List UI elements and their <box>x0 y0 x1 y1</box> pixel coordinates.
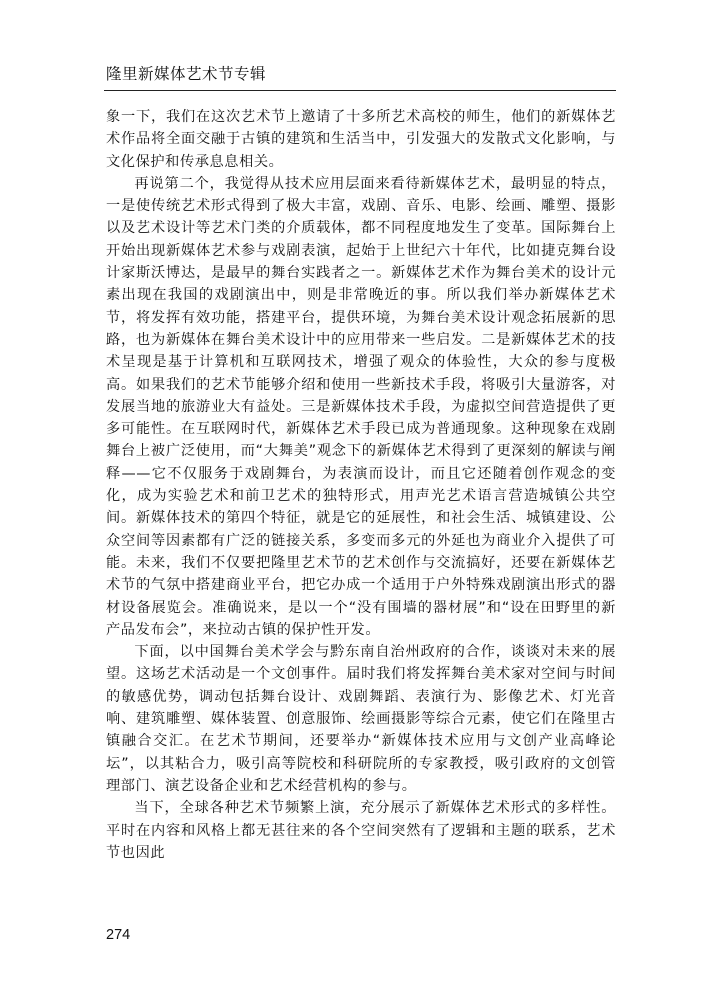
paragraph-continued: 象一下，我们在这次艺术节上邀请了十多所艺术高校的师生，他们的新媒体艺术作品将全面交融于古镇的建筑和生活当中，引发强大的发散式文化影响，与文化保护和传承息息相关。 <box>106 109 616 170</box>
body-text <box>106 106 616 864</box>
running-header-title: 隆里新媒体艺术节专辑 <box>106 65 267 83</box>
paragraph-future-outlook: 下面，以中国舞台美术学会与黔东南自治州政府的合作，谈谈对未来的展望。这场艺术活动是一个文创事件。届时我们将发挥舞台美术家对空间与时间的敏感优势，调动包括舞台设计、戏剧舞蹈、表演行为、影像艺术、灯光音响、建筑雕塑、媒体装置、创意服饰、绘画摄影等综合元素，使它们在隆里古镇融合交汇。在艺术节期间，还要举办“新媒体技术应用与文创产业高峰论坛”，以其粘合力，吸引高等院校和科研院所的专家教授，吸引政府的文创管理部门、演艺设备企业和艺术经营机构的参与。 <box>106 644 616 794</box>
page-number: 274 <box>106 927 131 943</box>
paragraph-current-festivals: 当下，全球各种艺术节频繁上演，充分展示了新媒体艺术形式的多样性。平时在内容和风格上都无甚往来的各个空间突然有了逻辑和主题的联系，艺术节也因此 <box>106 800 616 861</box>
paragraph-second-point: 再说第二个，我觉得从技术应用层面来看待新媒体艺术，最明显的特点，一是使传统艺术形式得到了极大丰富，戏剧、音乐、电影、绘画、雕塑、摄影以及艺术设计等艺术门类的介质载体，都不同程度地发生了变革。国际舞台上开始出现新媒体艺术参与戏剧表演，起始于上世纪六十年代，比如捷克舞台设计家斯沃博达，是最早的舞台实践者之一。新媒体艺术作为舞台美术的设计元素出现在我国的戏剧演出中，则是非常晚近的事。所以我们举办新媒体艺术节，将发挥有效功能，搭建平台，提供环境，为舞台美术设计观念拓展新的思路，也为新媒体在舞台美术设计中的应用带来一些启发。二是新媒体艺术的技术呈现是基于计算机和互联网技术，增强了观众的体验性，大众的参与度极高。如果我们的艺术节能够介绍和使用一些新技术手段，将吸引大量游客，对发展当地的旅游业大有益处。三是新媒体技术手段，为虚拟空间营造提供了更多可能性。在互联网时代，新媒体艺术手段已成为普通现象。这种现象在戏剧舞台上被广泛使用，而“大舞美”观念下的新媒体艺术得到了更深刻的解读与阐释——它不仅服务于戏剧舞台，为表演而设计，而且它还随着创作观念的变化，成为实验艺术和前卫艺术的独特形式，用声光艺术语言营造城镇公共空间。新媒体技术的第四个特征，就是它的延展性，和社会生活、城镇建设、公众空间等因素都有广泛的链接关系，多变而多元的外延也为商业介入提供了可能。未来，我们不仅要把隆里艺术节的艺术创作与交流搞好，还要在新媒体艺术节的气氛中搭建商业平台，把它办成一个适用于户外特殊戏剧演出形式的器材设备展览会。准确说来，是以一个“没有围墙的器材展”和“设在田野里的新产品发布会”，来拉动古镇的保护性开发。 <box>106 175 616 638</box>
header-divider-line <box>104 90 616 91</box>
